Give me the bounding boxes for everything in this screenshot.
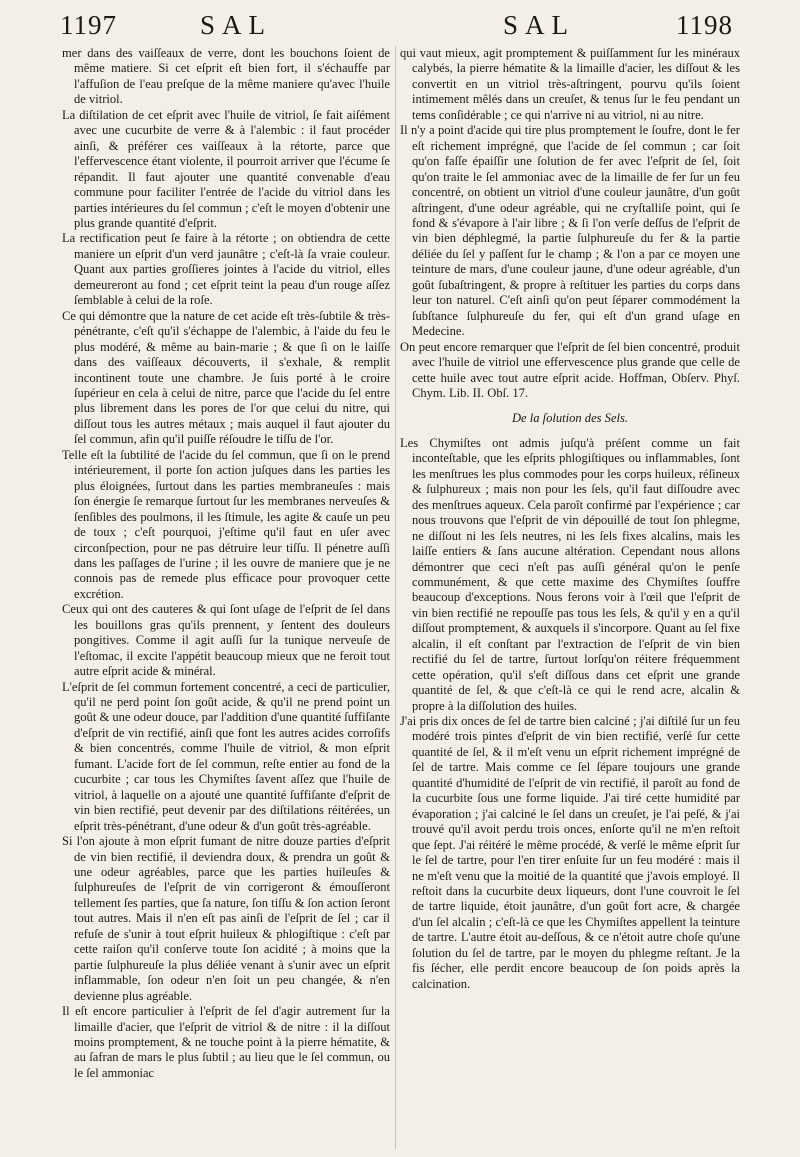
paragraph: Il eſt encore particulier à l'eſprit de ſel d'agir autrement ſur la limaille d'acier, que l'eſprit de vitriol & de nitre : il la diſſout moins promptement, & ne touche point à la pierre hématite, & au ſafran de mars le plus ſubtil ; au lieu que le ſel commun, ou le ſel ammoniac [62,1004,390,1080]
left-column [62,46,390,1155]
page-number-right: 1198 [676,10,733,40]
paragraph: J'ai pris dix onces de ſel de tartre bien calciné ; j'ai diſtilé ſur un feu modéré trois pintes d'eſprit de vin bien rectifié, verſé ſur cette quantité de ſel, & il m'eſt venu un eſprit richement imprégné de ſel de tartre. Mais comme ce ſel ſépare toujours une grande quantité d'humidité de l'eſprit de vin rectifié, il paroît au fond de la cucurbite ſous une forme liquide. J'ai tiré cette humidité par évaporation ; j'ai calciné le ſel dans un creuſet, je l'ai peſé, & j'ai trouvé qu'il avoit perdu trois onces, enſorte qu'il ne m'en reſtoit que ſept. J'ai réitéré le même procédé, & verſé le même eſprit ſur le ſel de tartre, pour l'en tirer enſuite ſur un feu modéré : mais il ne m'eſt venu que la moitié de la quantité que j'avois employé. Il reſtoit dans la cucurbite deux liqueurs, dont l'une couvroit le ſel de tartre liquide, étoit jaunâtre, d'un goût fort acre, & chargée d'un ſel alcalin ; c'eſt-là ce que les Chymiſtes appellent la teinture de tartre. L'autre étoit au-deſſous, & ce n'étoit autre choſe qu'une ſolution du ſel de tartre, par le moyen du phlegme reſtant. Je la fis ſécher, elle perdit encore beaucoup de ſon poids après la calcination. [400,714,740,991]
paragraph: Si l'on ajoute à mon eſprit fumant de nitre douze parties d'eſprit de vin bien rectifié, il deviendra doux, & prendra un goût & une odeur agréables, parce que les parties huileuſes & ſulphureuſes de l'eſprit de vin corrigeront & émouſſeront tellement ſes parties, que ſa nature, ſon tiſſu & ſon action ſeront tout autres. Mais il n'en eſt pas ainſi de l'eſprit de ſel ; car il refuſe de s'unir à tout eſprit huileux & phlogiſtique : c'eſt par cette raiſon qu'il conſerve toute ſon acidité ; à moins que la partie ſulphureuſe la plus déliée venant à s'unir avec un eſprit inflammable, ſon odeur n'en ſoit un peu changée, & n'en devienne plus agréable. [62,834,390,1003]
paragraph: Ceux qui ont des cauteres & qui ſont uſage de l'eſprit de ſel dans les bouillons gras qu'ils prennent, y ſentent des douleurs pongitives. Comme il agit auſſi ſur la tunique nerveuſe de l'eſtomac, il excite l'appétit beaucoup mieux que ne feroit tout autre eſprit acide & minéral. [62,602,390,679]
running-head-left: SAL [200,10,273,40]
section-title: De la ſolution des Sels. [511,411,629,426]
paragraph: Telle eſt la ſubtilité de l'acide du ſel commun, que ſi on le prend intérieurement, il porte ſon action juſques dans les parties les plus éloignées, ſurtout dans les parties membraneuſes : mais ſon énergie ſe remarque ſurtout ſur les membranes nerveuſes & ſenſibles des poulmons, il les ſtimule, les agite & cauſe un peu de toux ; c'eſt pourquoi, j'eſtime qu'il faut en uſer avec circonſpection, pour ne pas détruire leur tiſſu. Il pénetre auſſi dans les paſſages de l'urine ; il les ouvre de maniere que je ne connois pas de remede plus efficace pour provoquer cette excrétion. [62,447,390,601]
paragraph: On peut encore remarquer que l'eſprit de ſel bien concentré, produit avec l'huile de vitriol une effervescence plus grande que celle de cette huile avec tout autre eſprit acide. Hoffman, Obſerv. Phyſ. Chym. Lib. II. Obſ. 17. [400,339,740,400]
paragraph: qui vaut mieux, agit promptement & puiſſamment ſur les minéraux calybés, la pierre hématite & la limaille d'acier, les diſſout & les convertit en un vitriol très-aſtringent, pourvu qu'ils ſoient intimement mêlés dans un creuſet, & tenus ſur le feu pendant un tems conſidérable ; ce qui n'arrive ni au vitriol, ni au nitre. [400,46,740,122]
running-head [0,6,800,44]
paragraph: Ce qui démontre que la nature de cet acide eſt très-ſubtile & très-pénétrante, c'eſt qu'il s'échappe de l'alembic, à l'aide du feu le plus modéré, & même au bain-marie ; & que ſi on le laiſſe dans des vaiſſeaux découverts, il s'exhale, & remplit incontinent toute une chambre. Je ſuis porté à le croire ſupérieur en cela à celui de nitre, parce que l'acide du ſel entre plus librement dans les pores de l'or que celui du nitre, qui diſſout tous les autres métaux ; mais auquel il faut ajouter du ſel commun, afin qu'il puiſſe réſoudre le tiſſu de l'or. [62,308,390,447]
right-column [400,46,740,1155]
paragraph: La diſtilation de cet eſprit avec l'huile de vitriol, ſe fait aiſément avec une cucurbite de verre & à l'alembic : il faut procéder ainſi, & préférer ces vaiſſeaux à la rétorte, parce que l'effervescence étant violente, il pourroit arriver que l'écume ſe répandit. Il faut ajouter une quantité convenable d'eau commune pour faciliter l'entrée de l'acide du vitriol dans les parties intérieures du ſel commun ; c'eſt le moyen d'obtenir une plus grande quantité d'eſprit. [62,107,390,230]
page-number-left: 1197 [60,10,117,40]
column-divider [395,46,396,1149]
paragraph: L'eſprit de ſel commun fortement concentré, a ceci de particulier, qu'il ne perd point ſon goût acide, & qu'il ne prend point un goût & une odeur douce, par l'addition d'une quantité ſuffiſante d'eſprit de vin rectifié, ainſi que font les autres acides corroſifs & bien concentrés, comme l'huile de vitriol, & mon eſprit fumant. L'acide fort de ſel commun, reſte entier au fond de la cucurbite ; car tous les Chymiſtes ſavent aſſez que l'huile de vitriol, à laquelle on a ajouté une quantité ſuffiſante d'eſprit de vin bien rectifié, peut devenir par des diſtilations réitérées, un eſprit très-pénétrant, d'une odeur & d'un goût très-agréable. [62,679,390,833]
paragraph: mer dans des vaiſſeaux de verre, dont les bouchons ſoient de même matiere. Si cet eſprit eſt bien fort, il s'échauffe par l'affuſion de l'eau preſque de la même maniere qu'avec l'huile de vitriol. [62,46,390,107]
running-head-right: SAL [503,10,576,40]
paragraph: Il n'y a point d'acide qui tire plus promptement le ſoufre, dont le fer eſt richement imprégné, que l'acide de ſel commun ; car ſoit qu'on faſſe épaiſſir une ſolution de fer avec l'eſprit de ſel, ſoit qu'on traite le ſel ammoniac avec de la limaille de fer ſur un feu concentré, on obtient un vitriol d'une couleur jaunâtre, d'un goût aſtringent, d'une odeur agréable, qui ne cryſtalliſe point, qui ſe fond & s'évapore à l'air libre ; & ſi l'on verſe deſſus de l'eſprit de vin bien déphlegmé, la partie ſulphureuſe du fer & la partie déliée du ſel y paſſent ſur le champ ; & l'on a par ce moyen une teinture de mars, d'une couleur jaune, d'une odeur agréable, d'un goût ſubaſtringent, & propre à reſtituer les parties du corps dans leur ton naturel. C'eſt ainſi qu'on peut ſéparer commodément la ſubſtance ſulphureuſe du fer, qui eſt d'un grand uſage en Medecine. [400,123,740,339]
paragraph: La rectification peut ſe faire à la rétorte ; on obtiendra de cette maniere un eſprit d'un verd jaunâtre ; c'eſt-là ſa vraie couleur. Quant aux parties groſſieres jointes à l'acide du vitriol, elles demeureront au fond ; cet eſprit teint la peau d'un rouge aſſez ſemblable à celui de la roſe. [62,231,390,308]
paragraph: Les Chymiſtes ont admis juſqu'à préſent comme un fait inconteſtable, que les eſprits phlogiſtiques ou inflammables, ſont les menſtrues les plus commodes pour les corps huileux, réſineux & ſulphureux ; mais non pour les ſels, qu'il faut diſſoudre avec des menſtrues aqueux. Cela paroît confirmé par l'expérience ; car nous trouvons que l'eſprit de vin dépouillé de tout ſon phlegme, ne diſſout ni les ſels neutres, ni les ſels fixes alcalins, mais les laiſſe entiers & ſans aucune altération. Cependant nous allons démontrer que ceci n'eſt pas auſſi général qu'on le penſe communément, & que cette maxime des Chymiſtes ſouffre beaucoup d'exceptions. Nous ferons voir à l'œil que l'eſprit de vin bien rectifié ne repouſſe pas tous les ſels, & qu'il y en a qu'il diſſout promptement, & auxquels il s'incorpore. Quant au ſel fixe alcalin, il eſt conſtant par l'extraction de l'eſprit de vin bien rectifié du ſel de tartre, ſurtout lorſqu'on réitere fréquemment cette opération, qu'il s'eſt diſſous dans cet eſprit une grande quantité de ſel, & que c'eſt-là ce qui le rend acre, alcalin & propre à la diſſolution des huiles. [400,435,740,713]
